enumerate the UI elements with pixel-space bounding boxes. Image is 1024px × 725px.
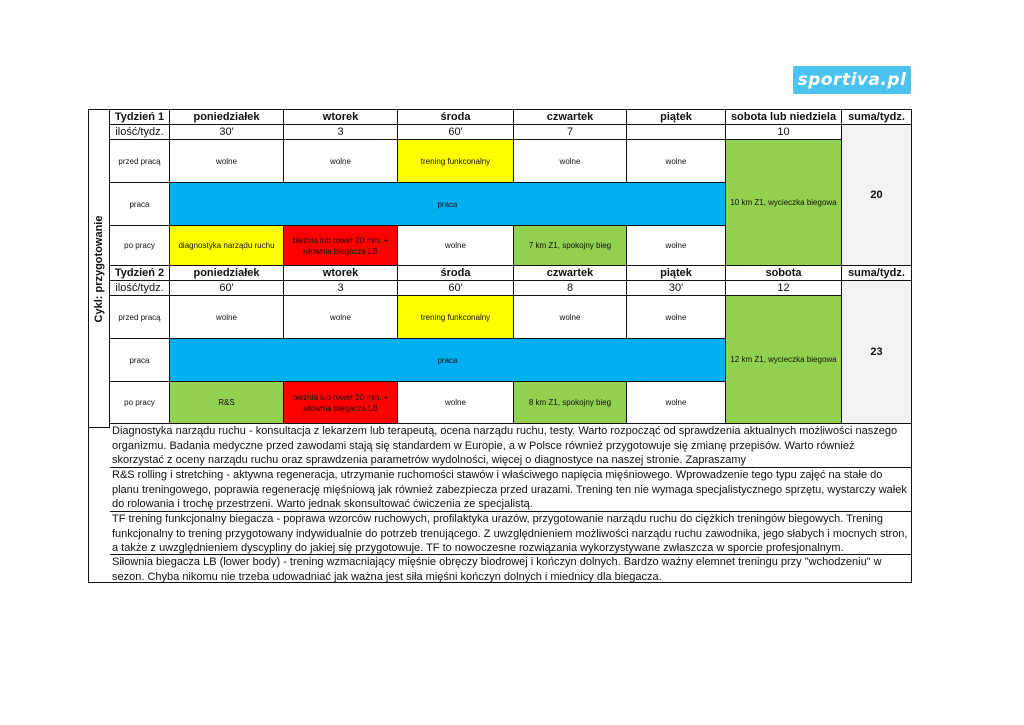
week1-before-tue: wolne (284, 140, 398, 183)
week2-row-before-work-label: przed pracą (110, 296, 170, 339)
week1-work-span: praca (170, 183, 726, 226)
week2-title: Tydzień 2 (110, 266, 170, 281)
week2-row-after-work-label: po pracy (110, 382, 170, 424)
week1-day-thu: czwartek (514, 110, 627, 125)
week1-qty-weekend: 10 (726, 125, 842, 140)
week2-day-tue: wtorek (284, 266, 398, 281)
week1-day-wed: środa (398, 110, 514, 125)
week1-before-wed: trening funkconalny (398, 140, 514, 183)
training-plan-table (88, 109, 912, 583)
week2-after-mon: R&S (170, 382, 284, 424)
week1-sum: 20 (842, 125, 912, 266)
note-diagnostics: Diagnostyka narządu ruchu - konsultacja z lekarzem lub terapeutą, ocena narządu ruchu, testy. Warto rozpocząć od sprawdzenia aktualnych możliwości naszego organizmu. Badania medyczne przed zawodami stają się standardem w Europie, a w Polsce również przygotowuje się zmianę przepisów. Warto również skorzystać z oceny narządu ruchu oraz sprawdzenia parametrów wydolności, więcej o diagnostyce na naszej stronie. Zapraszamy (110, 424, 911, 468)
week2-before-wed: trening funkconalny (398, 296, 514, 339)
week2-day-thu: czwartek (514, 266, 627, 281)
week1-row-before-work-label: przed pracą (110, 140, 170, 183)
week1-day-mon: poniedziałek (170, 110, 284, 125)
week1-after-mon: diagnostyka narządu ruchu (170, 226, 284, 266)
week1-day-tue: wtorek (284, 110, 398, 125)
week1-after-wed: wolne (398, 226, 514, 266)
week1-after-thu: 7 km Z1, spokojny bieg (514, 226, 627, 266)
week2-sum-header: suma/tydz. (842, 266, 912, 281)
week1-title: Tydzień 1 (110, 110, 170, 125)
week2-after-tue: bieżnia lub rower 20 min. + siłownia biegacza LB (284, 382, 398, 424)
week1-qty-tue: 3 (284, 125, 398, 140)
week2-after-thu: 8 km Z1, spokojny bieg (514, 382, 627, 424)
note-rolling-stretching: R&S rolling i stretching - aktywna regeneracja, utrzymanie ruchomości stawów i właściwego napięcia mięśniowego. Wprowadzenie tego typu zajęć na stałe do planu treningowego, poprawia regenerację mięśniową jak również zabezpiecza przed urazami. Trening ten nie wymaga specjalistycznego sprzętu, wystarczy wałek do rolowania i trochę przestrzeni. Warto jednak skonsultować ćwiczenia ze specjalistą. (110, 468, 911, 512)
week2-day-fri: piątek (627, 266, 726, 281)
week2-before-fri: wolne (627, 296, 726, 339)
week1-qty-label: ilość/tydz. (110, 125, 170, 140)
week1-row-after-work-label: po pracy (110, 226, 170, 266)
week2-before-thu: wolne (514, 296, 627, 339)
week2-weekend-activity: 12 km Z1, wycieczka biegowa (726, 296, 842, 424)
week1-after-tue: bieżnia lub rower 20 min. + siłownia biegacza LB (284, 226, 398, 266)
week1-after-fri: wolne (627, 226, 726, 266)
week2-qty-label: ilość/tydz. (110, 281, 170, 296)
week2-before-mon: wolne (170, 296, 284, 339)
week2-day-weekend: sobota (726, 266, 842, 281)
week1-qty-fri (627, 125, 726, 140)
week1-sum-header: suma/tydz. (842, 110, 912, 125)
week2-sum: 23 (842, 281, 912, 424)
cycle-label: Cykl: przygotowanie (93, 215, 105, 322)
cycle-label-cell (89, 110, 110, 428)
week2-qty-fri: 30' (627, 281, 726, 296)
week1-day-weekend: sobota lub niedziela (726, 110, 842, 125)
week2-qty-thu: 8 (514, 281, 627, 296)
week2-row-work-label: praca (110, 339, 170, 382)
week1-qty-wed: 60' (398, 125, 514, 140)
week2-qty-weekend: 12 (726, 281, 842, 296)
week1-qty-mon: 30' (170, 125, 284, 140)
week1-row-work-label: praca (110, 183, 170, 226)
week1-weekend-activity: 10 km Z1, wycieczka biegowa (726, 140, 842, 266)
week2-before-tue: wolne (284, 296, 398, 339)
week2-qty-wed: 60' (398, 281, 514, 296)
week1-qty-thu: 7 (514, 125, 627, 140)
note-functional-training: TF trening funkcjonalny biegacza - poprawa wzorców ruchowych, profilaktyka urazów, przygotowanie narządu ruchu do ciężkich treningów biegowych. Trening funkcjonalny to trening przygotowany indywidualnie do potrzeb trenującego. Z uwzględnieniem możliwości narządu ruchu zawodnika, jego słabych i mocnych stron, a także z uwzględnieniem dyscypliny do jakiej się przygotowuje. TF to nowoczesne rozwiązania wykorzystywane zwłaszcza w sporcie profesjonalnym. (110, 512, 911, 555)
week1-before-thu: wolne (514, 140, 627, 183)
week2-day-mon: poniedziałek (170, 266, 284, 281)
sportiva-logo[interactable]: sportiva.pl (793, 66, 911, 94)
week2-after-fri: wolne (627, 382, 726, 424)
week2-after-wed: wolne (398, 382, 514, 424)
week1-day-fri: piątek (627, 110, 726, 125)
week2-work-span: praca (170, 339, 726, 382)
week2-day-wed: środa (398, 266, 514, 281)
week1-before-fri: wolne (627, 140, 726, 183)
note-gym-lower-body: Siłownia biegacza LB (lower body) - trening wzmacniający mięśnie obręczy biodrowej i kończyn dolnych. Bardzo ważny elemnet treningu przy "wchodzeniu" w sezon. Chyba nikomu nie trzeba udowadniać jak ważna jest siła mięśni kończyn dolnych i miednicy dla biegacza. (112, 556, 882, 583)
week1-before-mon: wolne (170, 140, 284, 183)
week2-qty-mon: 60' (170, 281, 284, 296)
week2-qty-tue: 3 (284, 281, 398, 296)
